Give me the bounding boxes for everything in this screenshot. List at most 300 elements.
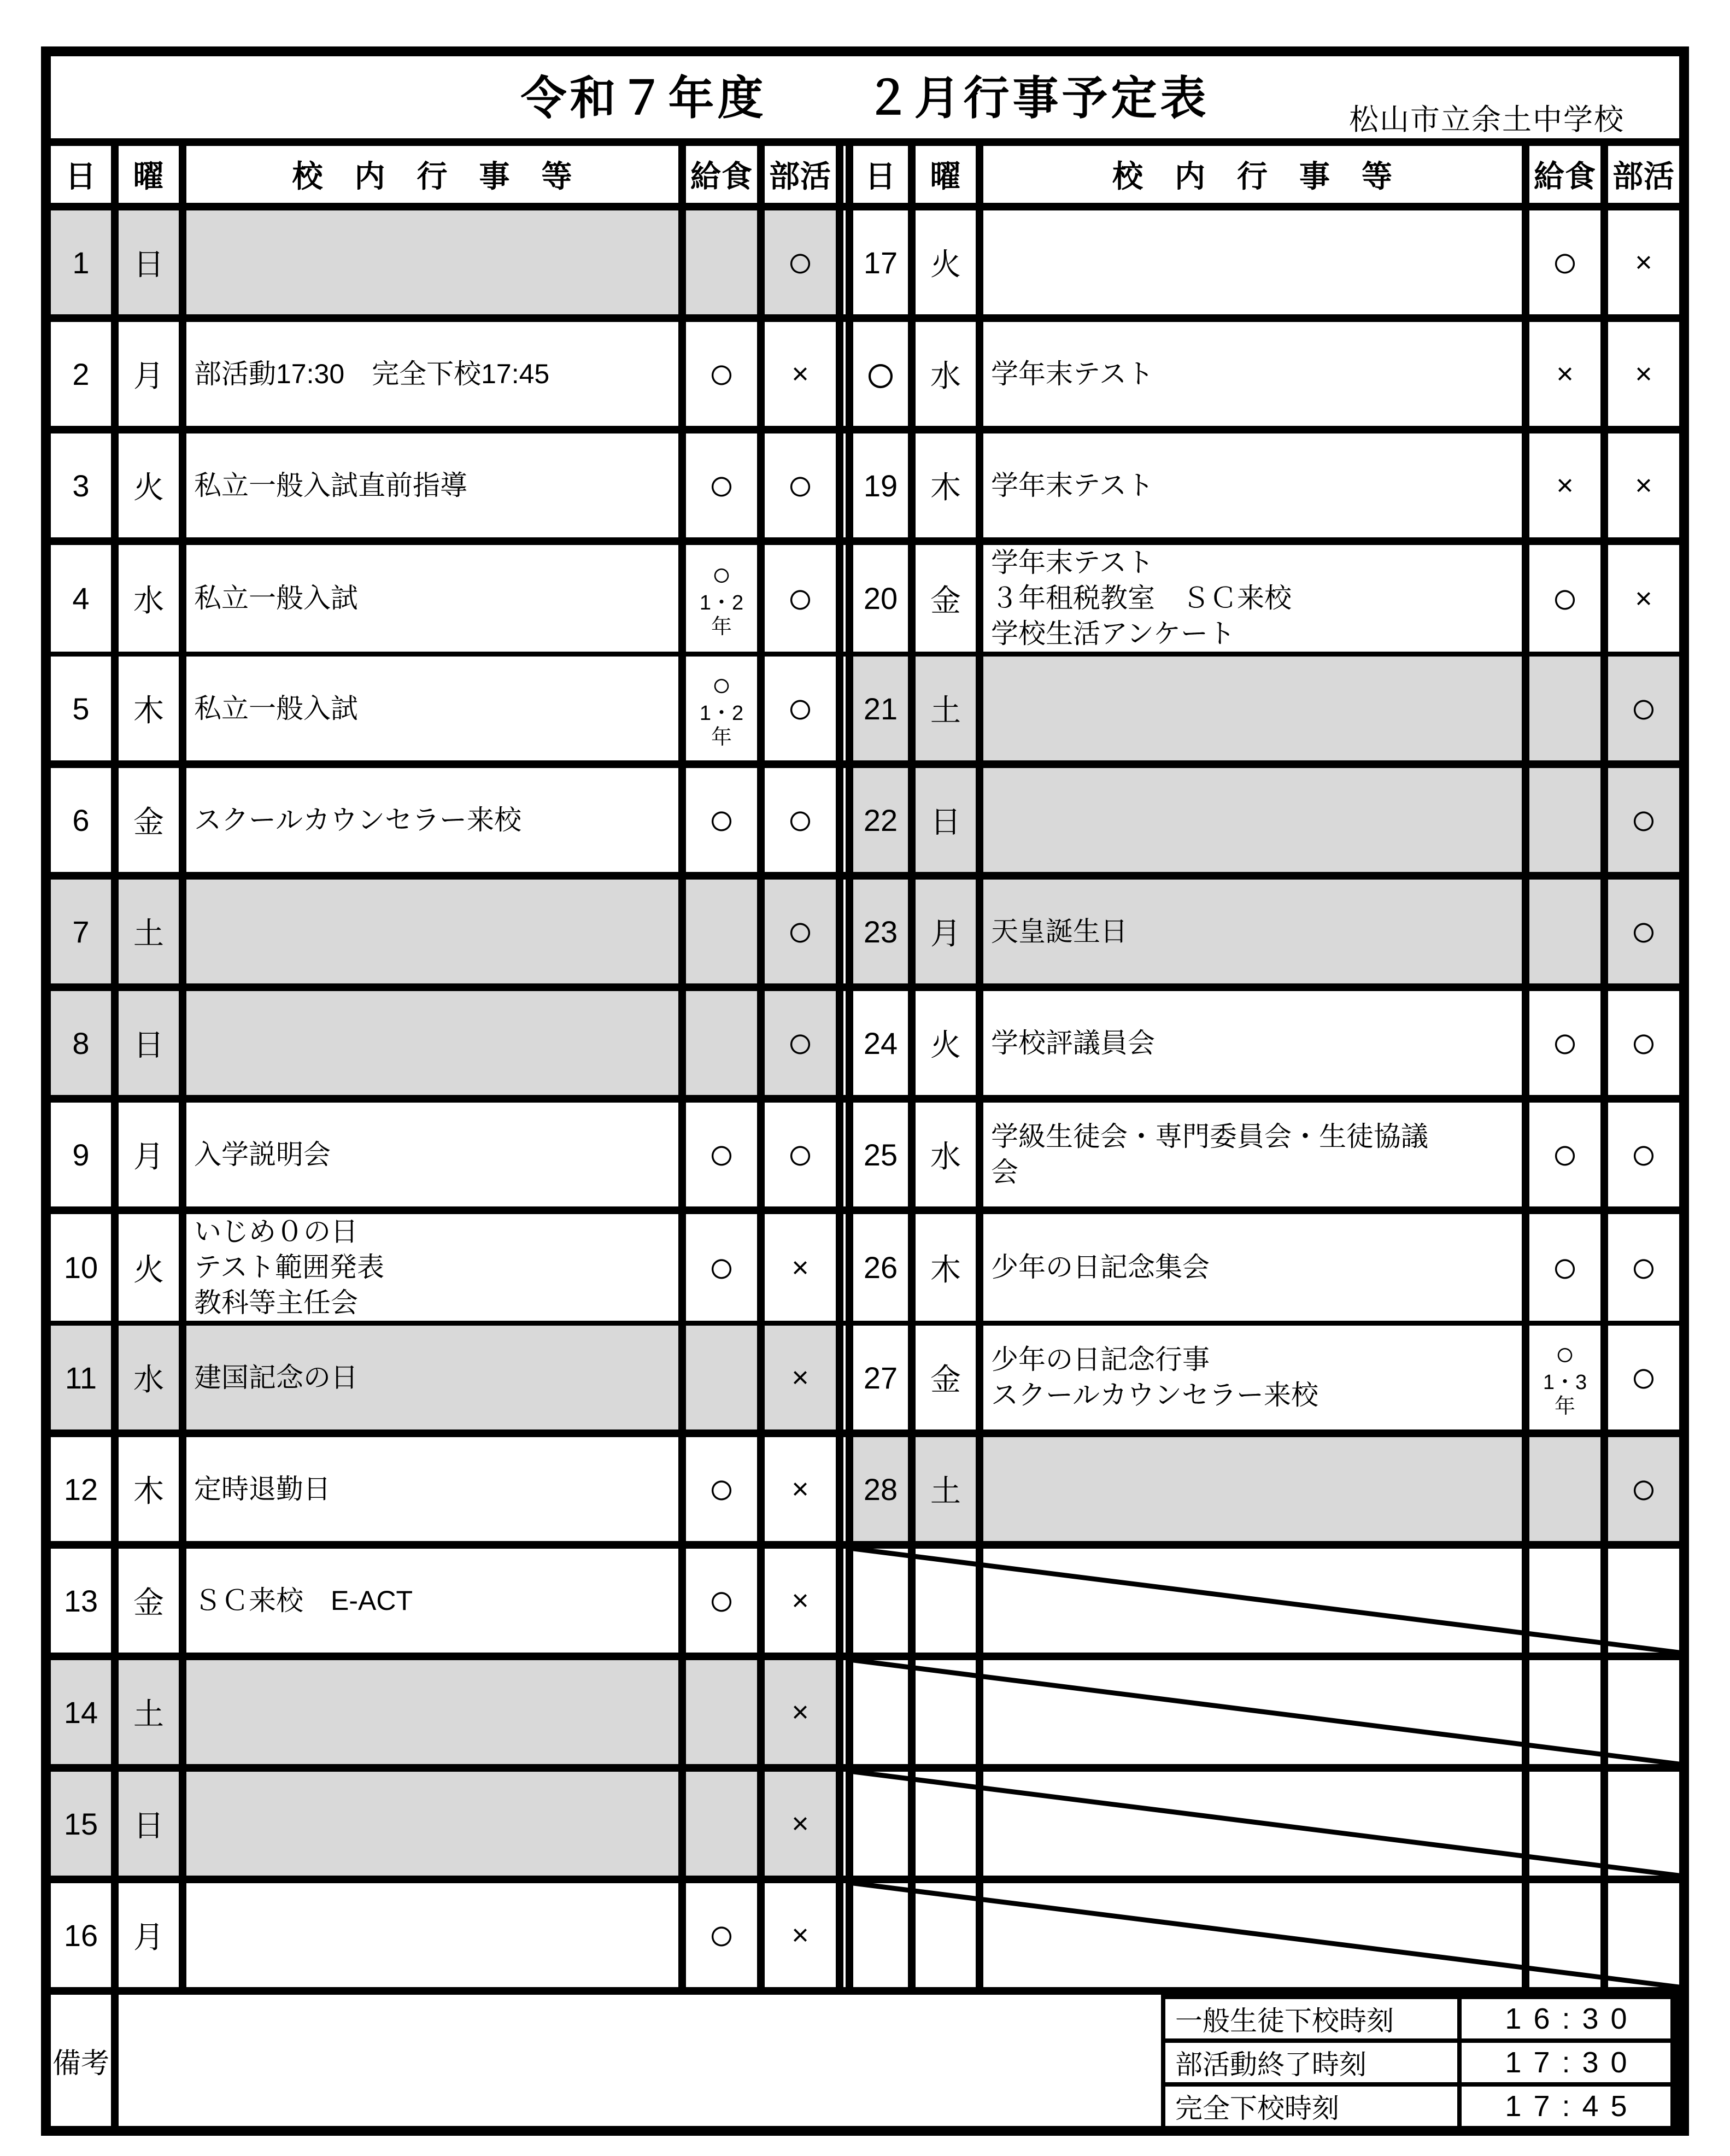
lunch-cell bbox=[1529, 1214, 1600, 1321]
x-mark: × bbox=[791, 1919, 809, 1952]
calendar-row bbox=[51, 1326, 1679, 1429]
circle-mark: ○ bbox=[1630, 683, 1657, 733]
lunch-cell bbox=[686, 991, 757, 1095]
day-cell bbox=[51, 1214, 111, 1321]
event-line: 学級生徒会・専門委員会・生徒協議 bbox=[991, 1121, 1428, 1152]
x-mark: × bbox=[791, 1584, 809, 1617]
weekday-label: 火 bbox=[930, 247, 961, 282]
lunch-cell bbox=[1529, 1326, 1600, 1429]
lunch-cell bbox=[1529, 768, 1600, 872]
half-divider bbox=[843, 880, 846, 983]
calendar-row bbox=[51, 210, 1679, 314]
half-divider bbox=[843, 433, 846, 537]
half-divider bbox=[843, 210, 846, 314]
header-weekday: 曜 bbox=[916, 146, 976, 203]
event-cell bbox=[983, 545, 1522, 652]
event-line: 学校評議員会 bbox=[991, 1027, 1155, 1058]
circle-mark: ○ bbox=[1630, 1129, 1657, 1179]
weekday-cell bbox=[916, 210, 976, 314]
x-mark: × bbox=[791, 1251, 809, 1284]
event-cell bbox=[983, 1549, 1522, 1653]
club-cell bbox=[1608, 1883, 1679, 1987]
lunch-line: ○ bbox=[1555, 1335, 1575, 1372]
day-number: 9 bbox=[72, 1137, 90, 1172]
event-cell bbox=[983, 1437, 1522, 1541]
day-cell bbox=[853, 1214, 908, 1321]
circle-mark: ○ bbox=[787, 795, 814, 845]
day-number: 14 bbox=[63, 1695, 98, 1730]
day-cell bbox=[51, 1772, 111, 1876]
weekday-label: 土 bbox=[133, 1697, 164, 1731]
weekday-cell bbox=[119, 433, 179, 537]
event-line: 学年末テスト bbox=[991, 470, 1154, 501]
lunch-cell bbox=[686, 768, 757, 872]
half-divider bbox=[843, 1103, 846, 1206]
club-cell bbox=[765, 768, 836, 872]
lunch-cell bbox=[686, 880, 757, 983]
lunch-line: 年 bbox=[711, 725, 732, 749]
calendar-row bbox=[51, 545, 1679, 649]
event-line: 少年の日記念行事 bbox=[991, 1344, 1210, 1375]
circle-mark: ○ bbox=[1630, 1464, 1657, 1514]
event-cell bbox=[983, 210, 1522, 314]
dismissal-row-label: 完全下校時刻 bbox=[1165, 2087, 1457, 2126]
club-cell bbox=[765, 1772, 836, 1876]
weekday-cell bbox=[119, 1103, 179, 1206]
day-cell bbox=[51, 433, 111, 537]
event-line: 教科等主任会 bbox=[194, 1287, 358, 1318]
page-title: 令和７年度 ２月行事予定表 bbox=[520, 72, 1210, 124]
circle-mark: ○ bbox=[787, 460, 814, 510]
circle-mark: ○ bbox=[1630, 1242, 1657, 1292]
event-line: テスト範囲発表 bbox=[194, 1252, 384, 1282]
day-number: 27 bbox=[863, 1360, 898, 1395]
circle-mark: ○ bbox=[787, 1129, 814, 1179]
event-lines bbox=[991, 914, 1128, 950]
event-line: 学年末テスト bbox=[991, 547, 1154, 578]
day-number: 11 bbox=[64, 1360, 97, 1395]
event-lines bbox=[991, 545, 1292, 652]
event-cell bbox=[983, 1214, 1522, 1321]
calendar-rows bbox=[51, 146, 1679, 1987]
weekday-label: 火 bbox=[133, 1252, 164, 1287]
day-cell bbox=[853, 880, 908, 983]
event-lines bbox=[991, 1250, 1210, 1285]
event-line: 学校生活アンケート bbox=[991, 618, 1235, 649]
day-number: 23 bbox=[863, 914, 898, 949]
day-number: 22 bbox=[863, 802, 898, 837]
calendar-row bbox=[51, 1437, 1679, 1541]
weekday-cell bbox=[916, 545, 976, 652]
weekday-cell bbox=[119, 1549, 179, 1653]
event-line: 入学説明会 bbox=[194, 1139, 331, 1170]
weekday-cell bbox=[916, 880, 976, 983]
remarks-label: 備考 bbox=[51, 1995, 111, 2126]
x-mark: × bbox=[1635, 469, 1652, 502]
lunch-cell bbox=[686, 1772, 757, 1876]
weekday-cell bbox=[916, 1103, 976, 1206]
day-number: 13 bbox=[63, 1583, 98, 1618]
header-club: 部活 bbox=[1608, 146, 1679, 203]
weekday-label: 月 bbox=[133, 1920, 164, 1954]
event-cell bbox=[983, 768, 1522, 872]
remarks-content bbox=[119, 1995, 1679, 2126]
lunch-cell bbox=[1529, 657, 1600, 760]
half-divider bbox=[843, 1437, 846, 1541]
event-cell bbox=[983, 433, 1522, 537]
club-cell bbox=[765, 433, 836, 537]
club-cell bbox=[1608, 322, 1679, 426]
event-line: ３年租税教室 ＳＣ来校 bbox=[991, 583, 1292, 613]
half-divider bbox=[843, 146, 846, 203]
x-mark: × bbox=[791, 358, 809, 390]
weekday-cell bbox=[119, 657, 179, 760]
event-cell bbox=[983, 1772, 1522, 1876]
day-cell bbox=[853, 545, 908, 652]
day-cell bbox=[853, 210, 908, 314]
day-number: 28 bbox=[863, 1472, 898, 1507]
club-cell bbox=[765, 1214, 836, 1321]
club-cell bbox=[1608, 768, 1679, 872]
weekday-cell bbox=[916, 1214, 976, 1321]
half-divider bbox=[843, 1883, 846, 1987]
day-cell bbox=[51, 1660, 111, 1764]
circle-mark: ○ bbox=[708, 1910, 735, 1960]
weekday-label: 金 bbox=[930, 583, 961, 618]
club-cell bbox=[1608, 1326, 1679, 1429]
half-divider bbox=[843, 991, 846, 1095]
weekday-label: 木 bbox=[930, 470, 961, 505]
circle-mark: ○ bbox=[708, 1129, 735, 1179]
x-mark: × bbox=[791, 1473, 809, 1505]
event-line: 会 bbox=[991, 1157, 1018, 1187]
lunch-cell bbox=[1529, 1437, 1600, 1541]
x-mark: × bbox=[1556, 469, 1574, 502]
lunch-cell bbox=[1529, 1772, 1600, 1876]
event-lines bbox=[194, 581, 358, 616]
event-line: 定時退勤日 bbox=[194, 1473, 331, 1504]
club-cell bbox=[765, 322, 836, 426]
lunch-cell bbox=[1529, 433, 1600, 537]
lunch-line: 年 bbox=[711, 616, 732, 638]
lunch-cell bbox=[686, 1103, 757, 1206]
weekday-label: 土 bbox=[930, 693, 961, 728]
circle-mark: ○ bbox=[1551, 1018, 1579, 1068]
club-cell bbox=[765, 1660, 836, 1764]
x-mark: × bbox=[1635, 246, 1652, 279]
header-day: 日 bbox=[51, 146, 111, 203]
weekday-label: 土 bbox=[133, 916, 164, 951]
calendar-row bbox=[51, 880, 1679, 983]
event-line: スクールカウンセラー来校 bbox=[991, 1380, 1318, 1410]
event-cell bbox=[186, 1549, 678, 1653]
circle-mark: ○ bbox=[708, 1575, 735, 1625]
club-cell bbox=[1608, 1437, 1679, 1541]
weekday-cell bbox=[119, 210, 179, 314]
day-cell bbox=[853, 1660, 908, 1764]
day-cell bbox=[51, 545, 111, 652]
club-cell bbox=[765, 991, 836, 1095]
day-number: 20 bbox=[863, 581, 898, 616]
lunch-cell bbox=[686, 1660, 757, 1764]
half-divider bbox=[843, 1772, 846, 1876]
club-cell bbox=[1608, 1772, 1679, 1876]
event-lines bbox=[991, 1026, 1155, 1061]
event-line: 学年末テスト bbox=[991, 358, 1154, 389]
event-cell bbox=[186, 1214, 678, 1321]
half-divider bbox=[843, 1549, 846, 1653]
day-cell bbox=[853, 657, 908, 760]
event-cell bbox=[186, 322, 678, 426]
day-cell bbox=[51, 322, 111, 426]
event-cell bbox=[186, 1103, 678, 1206]
event-cell bbox=[983, 1103, 1522, 1206]
x-mark: × bbox=[791, 1807, 809, 1840]
event-line: ＳＣ来校 E-ACT bbox=[194, 1585, 413, 1616]
event-lines bbox=[194, 1137, 331, 1173]
day-number: 16 bbox=[63, 1918, 98, 1953]
circle-mark: ○ bbox=[1630, 795, 1657, 845]
weekday-cell bbox=[119, 880, 179, 983]
day-number: 15 bbox=[63, 1806, 98, 1841]
day-cell bbox=[51, 991, 111, 1095]
school-name: 松山市立余土中学校 bbox=[1349, 103, 1625, 136]
half-divider bbox=[843, 1214, 846, 1321]
circle-mark: ○ bbox=[787, 1018, 814, 1068]
header-row bbox=[51, 146, 1679, 203]
event-line: 私立一般入試 bbox=[194, 693, 358, 724]
circle-mark: ○ bbox=[787, 573, 814, 623]
calendar-row bbox=[51, 991, 1679, 1095]
event-cell bbox=[186, 1437, 678, 1541]
club-cell bbox=[765, 1437, 836, 1541]
day-number: 8 bbox=[72, 1026, 90, 1061]
event-cell bbox=[186, 991, 678, 1095]
event-cell bbox=[186, 1326, 678, 1429]
day-number: 19 bbox=[863, 468, 898, 503]
circle-mark: ○ bbox=[1551, 1242, 1579, 1292]
club-cell bbox=[1608, 880, 1679, 983]
event-lines bbox=[194, 1472, 331, 1507]
weekday-cell bbox=[119, 545, 179, 652]
weekday-label: 月 bbox=[133, 359, 164, 393]
lunch-line: 年 bbox=[1554, 1395, 1575, 1418]
lunch-cell-lines bbox=[700, 667, 743, 749]
day-number: 4 bbox=[72, 581, 90, 616]
weekday-cell bbox=[916, 433, 976, 537]
day-cell bbox=[853, 1326, 908, 1429]
header-weekday: 曜 bbox=[119, 146, 179, 203]
event-lines bbox=[991, 1119, 1428, 1190]
day-number: 7 bbox=[72, 914, 90, 949]
header-lunch: 給食 bbox=[686, 146, 757, 203]
weekday-cell bbox=[119, 322, 179, 426]
weekday-label: 水 bbox=[930, 1139, 961, 1174]
club-cell bbox=[1608, 545, 1679, 652]
club-cell bbox=[1608, 210, 1679, 314]
weekday-label: 月 bbox=[133, 1139, 164, 1174]
weekday-cell bbox=[916, 991, 976, 1095]
header-day: 日 bbox=[853, 146, 908, 203]
circle-mark: ○ bbox=[708, 460, 735, 510]
event-cell bbox=[983, 1660, 1522, 1764]
club-cell bbox=[765, 545, 836, 652]
header-club: 部活 bbox=[765, 146, 836, 203]
weekday-label: 火 bbox=[930, 1028, 961, 1062]
half-divider bbox=[843, 768, 846, 872]
club-cell bbox=[765, 210, 836, 314]
weekday-label: 水 bbox=[133, 1362, 164, 1397]
half-divider bbox=[843, 657, 846, 760]
lunch-cell bbox=[1529, 1883, 1600, 1987]
circle-mark: ○ bbox=[787, 237, 814, 287]
circle-mark: ○ bbox=[787, 906, 814, 956]
lunch-cell bbox=[686, 210, 757, 314]
header-events: 校 内 行 事 等 bbox=[983, 146, 1522, 203]
event-cell bbox=[983, 657, 1522, 760]
event-lines bbox=[991, 468, 1154, 503]
club-cell bbox=[765, 657, 836, 760]
day-number: 1 bbox=[72, 245, 90, 280]
day-cell bbox=[853, 1103, 908, 1206]
title-band bbox=[51, 56, 1679, 138]
weekday-label: 木 bbox=[133, 693, 164, 728]
calendar-row bbox=[51, 768, 1679, 872]
lunch-cell bbox=[1529, 545, 1600, 652]
event-cell bbox=[186, 1660, 678, 1764]
weekday-label: 日 bbox=[930, 805, 961, 839]
dismissal-times-table bbox=[1161, 1995, 1679, 2126]
half-divider bbox=[843, 1326, 846, 1429]
weekday-label: 日 bbox=[133, 247, 164, 282]
club-cell bbox=[1608, 1549, 1679, 1653]
lunch-cell bbox=[686, 1214, 757, 1321]
event-cell bbox=[186, 433, 678, 537]
calendar-row bbox=[51, 1549, 1679, 1653]
day-number: 25 bbox=[863, 1137, 898, 1172]
lunch-cell bbox=[686, 1883, 757, 1987]
weekday-cell bbox=[119, 1326, 179, 1429]
calendar-row bbox=[51, 657, 1679, 760]
event-lines bbox=[194, 1214, 384, 1321]
weekday-cell bbox=[916, 657, 976, 760]
event-line: いじめ０の日 bbox=[194, 1216, 358, 1247]
lunch-cell bbox=[686, 322, 757, 426]
club-cell bbox=[765, 1326, 836, 1429]
event-lines bbox=[194, 468, 467, 503]
weekday-label: 水 bbox=[930, 359, 961, 393]
weekday-cell bbox=[119, 768, 179, 872]
event-lines bbox=[194, 802, 521, 838]
day-number: 21 bbox=[863, 691, 898, 726]
event-cell bbox=[983, 1883, 1522, 1987]
calendar-row bbox=[51, 433, 1679, 537]
lunch-cell bbox=[686, 545, 757, 652]
lunch-line: 1・2 bbox=[699, 591, 744, 615]
event-line: 私立一般入試 bbox=[194, 583, 358, 613]
lunch-cell bbox=[686, 1437, 757, 1541]
day-cell bbox=[853, 433, 908, 537]
weekday-cell bbox=[119, 1437, 179, 1541]
club-cell bbox=[1608, 433, 1679, 537]
lunch-cell bbox=[1529, 210, 1600, 314]
club-cell bbox=[765, 1549, 836, 1653]
day-cell bbox=[51, 1883, 111, 1987]
lunch-cell bbox=[1529, 1103, 1600, 1206]
calendar-row bbox=[51, 1103, 1679, 1206]
remarks-band bbox=[51, 1995, 1679, 2126]
day-cell bbox=[853, 1772, 908, 1876]
lunch-cell-lines bbox=[700, 557, 743, 639]
club-cell bbox=[1608, 657, 1679, 760]
circle-mark: ○ bbox=[708, 1464, 735, 1514]
circle-mark: ○ bbox=[787, 683, 814, 733]
event-lines bbox=[194, 1583, 413, 1619]
calendar-row bbox=[51, 1883, 1679, 1987]
circle-mark: ○ bbox=[708, 1242, 735, 1292]
day-cell bbox=[51, 1103, 111, 1206]
dismissal-row-value: 17:30 bbox=[1462, 2043, 1670, 2082]
weekday-cell bbox=[119, 1214, 179, 1321]
x-mark: × bbox=[1635, 582, 1652, 615]
event-cell bbox=[186, 657, 678, 760]
header-lunch: 給食 bbox=[1529, 146, 1600, 203]
day-number: ○ bbox=[864, 343, 898, 405]
circle-mark: ○ bbox=[708, 795, 735, 845]
weekday-label: 水 bbox=[133, 583, 164, 618]
club-cell bbox=[765, 1103, 836, 1206]
event-line: 建国記念の日 bbox=[194, 1362, 358, 1393]
schedule-table-frame bbox=[41, 46, 1689, 2136]
circle-mark: ○ bbox=[1630, 1352, 1657, 1402]
day-number: 3 bbox=[72, 468, 90, 503]
circle-mark: ○ bbox=[1551, 237, 1579, 287]
event-cell bbox=[186, 1772, 678, 1876]
weekday-label: 月 bbox=[930, 916, 961, 951]
x-mark: × bbox=[791, 1361, 809, 1394]
weekday-cell bbox=[916, 1883, 976, 1987]
day-cell bbox=[51, 657, 111, 760]
weekday-label: 日 bbox=[133, 1028, 164, 1062]
club-cell bbox=[1608, 1103, 1679, 1206]
lunch-cell bbox=[686, 1549, 757, 1653]
event-cell bbox=[186, 1883, 678, 1987]
dismissal-row-label: 一般生徒下校時刻 bbox=[1165, 1999, 1457, 2038]
weekday-label: 日 bbox=[133, 1808, 164, 1843]
event-line: スクールカウンセラー来校 bbox=[194, 804, 521, 835]
day-cell bbox=[853, 322, 908, 426]
event-cell bbox=[983, 322, 1522, 426]
circle-mark: ○ bbox=[708, 349, 735, 399]
circle-mark: ○ bbox=[1551, 573, 1579, 623]
weekday-label: 火 bbox=[133, 470, 164, 505]
dismissal-row-value: 16:30 bbox=[1462, 1999, 1670, 2038]
club-cell bbox=[765, 880, 836, 983]
event-line: 天皇誕生日 bbox=[991, 916, 1128, 947]
calendar-row bbox=[51, 322, 1679, 426]
weekday-cell bbox=[916, 1772, 976, 1876]
lunch-cell bbox=[686, 1326, 757, 1429]
event-lines bbox=[194, 1360, 358, 1396]
day-cell bbox=[51, 210, 111, 314]
day-number: 5 bbox=[72, 691, 90, 726]
half-divider bbox=[843, 545, 846, 652]
day-cell bbox=[51, 1437, 111, 1541]
day-number: 24 bbox=[863, 1026, 898, 1061]
club-cell bbox=[1608, 991, 1679, 1095]
weekday-cell bbox=[119, 1660, 179, 1764]
day-cell bbox=[51, 1326, 111, 1429]
